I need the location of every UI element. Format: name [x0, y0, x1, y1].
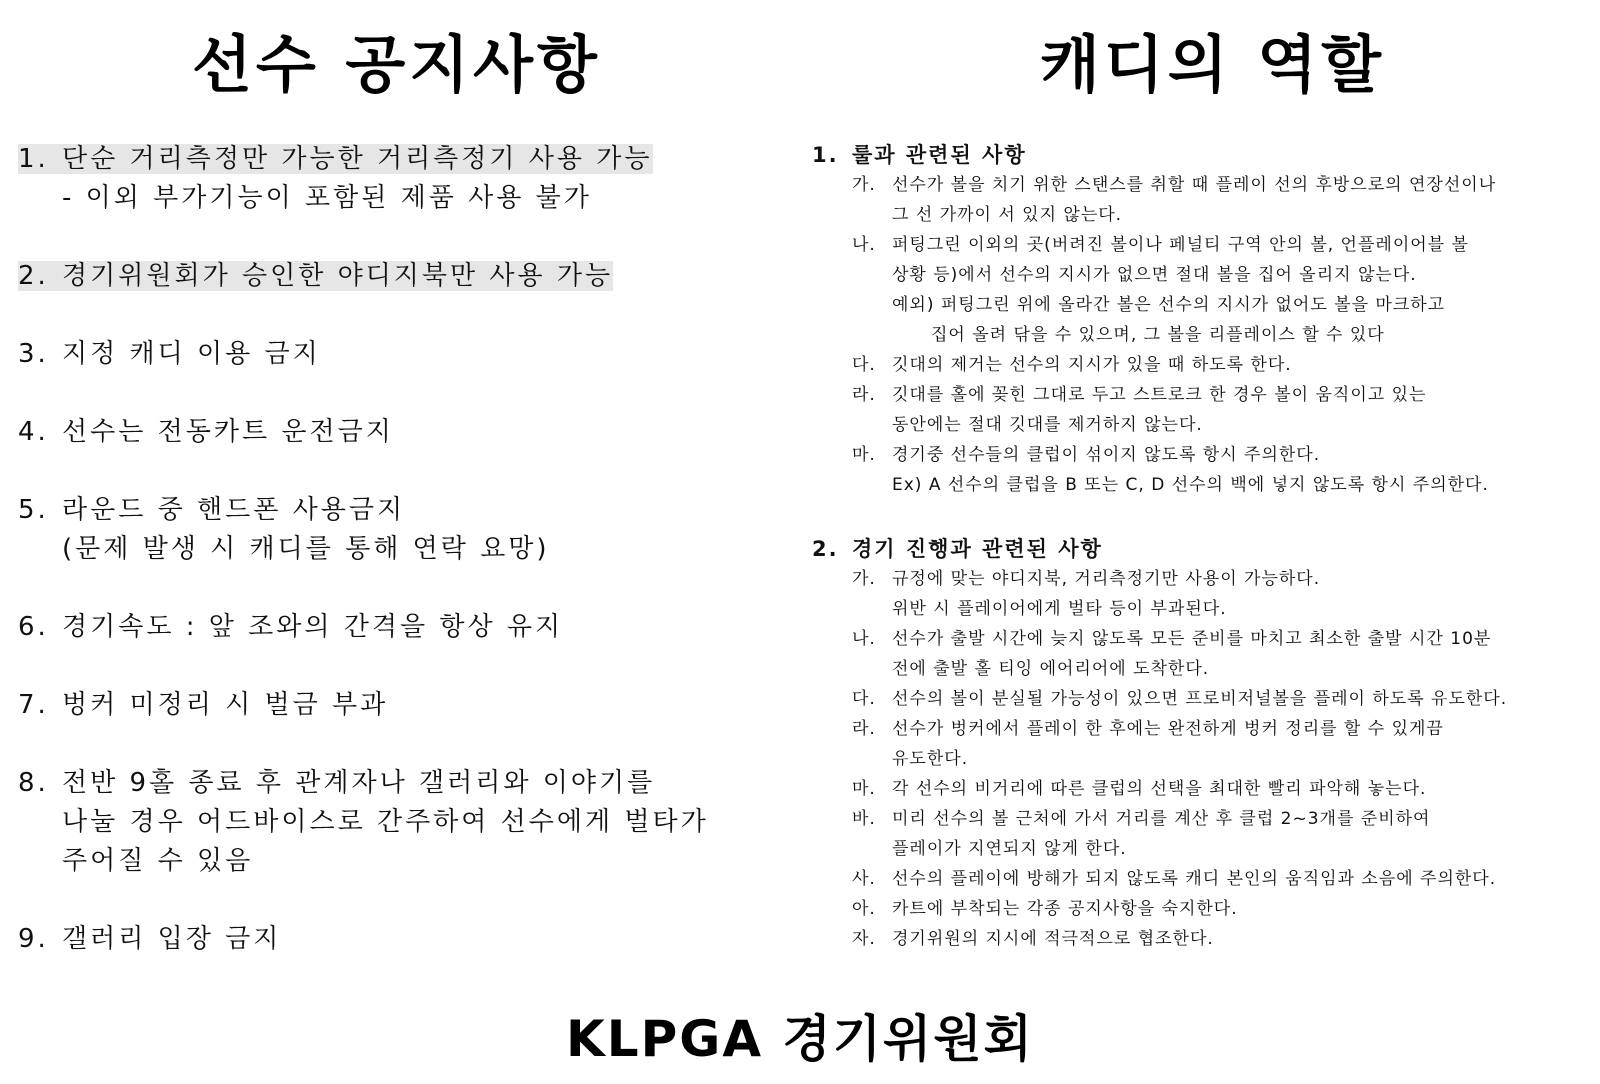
right-title: 캐디의 역할	[1040, 28, 1386, 101]
item-marker: 바.	[852, 809, 876, 829]
item-marker: 자.	[852, 929, 876, 949]
notice-text: 경기속도 : 앞 조와의 간격을 항상 유지	[62, 612, 564, 642]
list-item	[812, 350, 1592, 380]
item-marker: 나.	[852, 629, 876, 649]
item-marker: 라.	[852, 719, 876, 739]
item-marker: 아.	[852, 899, 876, 919]
notice-number: 9.	[18, 924, 49, 954]
item-text: 플레이가 지연되지 않게 한다.	[892, 839, 1127, 859]
notice-subtext: (문제 발생 시 캐디를 통해 연락 요망)	[62, 534, 550, 564]
notice-item-3	[18, 335, 758, 374]
item-text: 동안에는 절대 깃대를 제거하지 않는다.	[892, 415, 1203, 435]
notice-item-2	[18, 257, 758, 296]
notice-number: 2.	[18, 261, 49, 291]
list-item	[812, 924, 1592, 954]
notice-text: 지정 캐디 이용 금지	[62, 339, 321, 369]
item-text: 위반 시 플레이어에게 벌타 등이 부과된다.	[892, 599, 1227, 619]
list-item	[812, 864, 1592, 894]
notice-item-1	[18, 140, 758, 218]
item-text: 각 선수의 비거리에 따른 클럽의 선택을 최대한 빨리 파악해 놓는다.	[892, 779, 1427, 799]
section-heading	[812, 534, 1592, 564]
notice-number: 1.	[18, 144, 49, 174]
notice-item-9	[18, 920, 758, 959]
item-text: 선수의 플레이에 방해가 되지 않도록 캐디 본인의 움직임과 소음에 주의한다.	[892, 869, 1497, 889]
notice-number: 6.	[18, 612, 49, 642]
notice-item-6	[18, 608, 758, 647]
list-item	[812, 714, 1592, 774]
caddie-section-1	[812, 140, 1592, 500]
footer-organization: KLPGA 경기위원회	[566, 1010, 1034, 1068]
item-text: 미리 선수의 볼 근처에 가서 거리를 계산 후 클럽 2~3개를 준비하여	[892, 809, 1431, 829]
item-text: 예외) 퍼팅그린 위에 올라간 볼은 선수의 지시가 없어도 볼을 마크하고	[892, 295, 1446, 315]
item-marker: 라.	[852, 385, 876, 405]
notice-number: 7.	[18, 690, 49, 720]
notice-text: 라운드 중 핸드폰 사용금지	[62, 495, 406, 525]
item-text: 카트에 부착되는 각종 공지사항을 숙지한다.	[892, 899, 1238, 919]
item-text: 깃대의 제거는 선수의 지시가 있을 때 하도록 한다.	[892, 355, 1292, 375]
notice-text: 단순 거리측정만 가능한 거리측정기 사용 가능	[62, 144, 653, 174]
item-marker: 마.	[852, 779, 876, 799]
item-text: 선수가 볼을 치기 위한 스탠스를 취할 때 플레이 선의 후방으로의 연장선이나	[892, 175, 1497, 195]
section-number: 1.	[812, 143, 839, 167]
notice-text: 선수는 전동카트 운전금지	[62, 417, 394, 447]
item-text: 집어 올려 닦을 수 있으며, 그 볼을 리플레이스 할 수 있다	[931, 325, 1385, 345]
item-text: 전에 출발 홀 티잉 에어리어에 도착한다.	[892, 659, 1210, 679]
section-list	[812, 170, 1592, 500]
player-notice-column	[18, 140, 758, 959]
item-text: 경기위원의 지시에 적극적으로 협조한다.	[892, 929, 1214, 949]
notice-text: 벙커 미정리 시 벌금 부과	[62, 690, 389, 720]
list-item	[812, 624, 1592, 684]
notice-item-4	[18, 413, 758, 452]
list-item	[812, 564, 1592, 624]
notice-item-5	[18, 491, 758, 569]
section-number: 2.	[812, 537, 839, 561]
notice-text: 갤러리 입장 금지	[62, 924, 282, 954]
notice-subtext: - 이외 부가기능이 포함된 제품 사용 불가	[62, 183, 592, 213]
list-item	[812, 894, 1592, 924]
list-item	[812, 804, 1592, 864]
section-title: 룰과 관련된 사항	[852, 143, 1027, 167]
notice-text: 경기위원회가 승인한 야디지북만 사용 가능	[62, 261, 614, 291]
section-heading	[812, 140, 1592, 170]
item-marker: 가.	[852, 569, 876, 589]
item-text: 유도한다.	[892, 749, 969, 769]
item-marker: 나.	[852, 235, 876, 255]
notice-number: 5.	[18, 495, 49, 525]
list-item	[812, 230, 1592, 350]
item-text: 선수가 벙커에서 플레이 한 후에는 완전하게 벙커 정리를 할 수 있게끔	[892, 719, 1444, 739]
item-text: 규정에 맞는 야디지북, 거리측정기만 사용이 가능하다.	[892, 569, 1321, 589]
item-text: 선수의 볼이 분실될 가능성이 있으면 프로비저널볼을 플레이 하도록 유도한다.	[892, 689, 1508, 709]
item-text: 그 선 가까이 서 있지 않는다.	[892, 205, 1123, 225]
caddie-section-2	[812, 534, 1592, 954]
section-list	[812, 564, 1592, 954]
list-item	[812, 170, 1592, 230]
player-notice-list	[18, 140, 758, 959]
list-item	[812, 440, 1592, 500]
notice-number: 8.	[18, 768, 49, 798]
item-text: 선수가 출발 시간에 늦지 않도록 모든 준비를 마치고 최소한 출발 시간 10분	[892, 629, 1492, 649]
item-text: 상황 등)에서 선수의 지시가 없으면 절대 볼을 집어 올리지 않는다.	[892, 265, 1417, 285]
item-text: 경기중 선수들의 클럽이 섞이지 않도록 항시 주의한다.	[892, 445, 1321, 465]
list-item	[812, 684, 1592, 714]
item-marker: 사.	[852, 869, 876, 889]
item-text: Ex) A 선수의 클럽을 B 또는 C, D 선수의 백에 넣지 않도록 항시 주의한다.	[892, 475, 1489, 495]
item-text: 깃대를 홀에 꽂힌 그대로 두고 스트로크 한 경우 볼이 움직이고 있는	[892, 385, 1427, 405]
notice-subtext: 나눌 경우 어드바이스로 간주하여 선수에게 벌타가	[62, 807, 709, 837]
notice-number: 4.	[18, 417, 49, 447]
notice-subtext: 주어질 수 있음	[62, 846, 254, 876]
item-marker: 가.	[852, 175, 876, 195]
notice-number: 3.	[18, 339, 49, 369]
item-text: 퍼팅그린 이외의 곳(버려진 볼이나 페널티 구역 안의 볼, 언플레이어블 볼	[892, 235, 1469, 255]
section-title: 경기 진행과 관련된 사항	[852, 537, 1103, 561]
left-title: 선수 공지사항	[192, 28, 601, 101]
notice-item-8	[18, 764, 758, 881]
item-marker: 다.	[852, 355, 876, 375]
list-item	[812, 774, 1592, 804]
item-marker: 마.	[852, 445, 876, 465]
notice-text: 전반 9홀 종료 후 관계자나 갤러리와 이야기를	[62, 768, 656, 798]
item-marker: 다.	[852, 689, 876, 709]
notice-item-7	[18, 686, 758, 725]
list-item	[812, 380, 1592, 440]
caddie-role-column	[812, 140, 1592, 954]
